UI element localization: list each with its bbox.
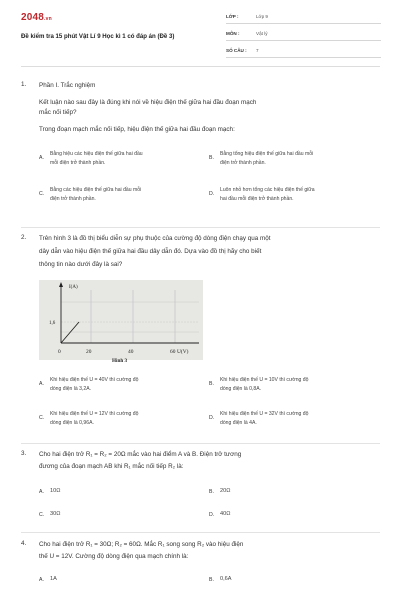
option-letter: B.	[209, 489, 214, 495]
option-letter: A.	[39, 577, 44, 583]
question-4	[21, 540, 381, 598]
meta-label-count: SỐ CÂU :	[226, 48, 247, 53]
exam-meta	[226, 10, 381, 61]
question-number: 1.	[21, 81, 27, 88]
question-divider	[21, 443, 380, 444]
meta-label-class: LỚP :	[226, 14, 239, 19]
option-text: Bằng các hiệu điện thế giữa hai đầu mỗi	[50, 187, 142, 193]
option-letter: A.	[39, 489, 44, 495]
section-title: Phần I. Trắc nghiệm	[39, 82, 96, 89]
x-tick-label: 40	[128, 349, 134, 355]
option-letter: C.	[39, 191, 45, 197]
question-text-line: thông tin nào dưới đây là sai?	[39, 261, 123, 268]
meta-row-subject	[226, 27, 381, 41]
meta-row-count	[226, 44, 381, 58]
question-number: 2.	[21, 234, 27, 241]
figure-graph	[39, 280, 203, 370]
question-text-line: Trên hình 3 là đồ thị biểu diễn sự phụ thuộc của cường độ dòng điện chạy qua một	[39, 235, 271, 242]
logo-tld: .vn	[44, 16, 52, 22]
option-letter: A.	[39, 381, 44, 387]
graph-svg	[39, 280, 203, 360]
header-divider	[21, 66, 380, 67]
option-text: Khi hiệu điện thế U = 10V thì cường độ	[220, 377, 309, 383]
meta-label-subject: MÔN :	[226, 31, 240, 36]
option-letter: B.	[209, 577, 214, 583]
option-text: 40Ω	[220, 511, 231, 517]
option-letter: D.	[209, 191, 215, 197]
option-letter: A.	[39, 155, 44, 161]
option-text: mỗi điện trở thành phần.	[50, 160, 106, 166]
y-axis-label: I(A)	[69, 285, 78, 290]
option-letter: C.	[39, 512, 45, 518]
option-text: dòng điện là 0,8A.	[220, 386, 262, 392]
question-text-line: dây dẫn vào hiệu điện thế giữa hai đầu dây dẫn đó. Dựa vào đồ thị hãy cho biết	[39, 248, 262, 255]
option-letter: D.	[209, 415, 215, 421]
question-3	[21, 450, 381, 530]
question-text-line: đương của đoạn mạch AB khi R₁ mắc nối tiếp R₂ là:	[39, 463, 184, 470]
x-tick-label: 20	[86, 349, 92, 355]
x-axis-label: U(V)	[177, 349, 189, 355]
option-text: 0,6A	[220, 576, 232, 582]
option-text: điện trở thành phần.	[50, 196, 96, 202]
option-text: Khi hiệu điện thế U = 12V thì cường độ	[50, 411, 139, 417]
option-text: Khi hiệu điện thế U = 32V thì cường độ	[220, 411, 309, 417]
question-divider	[21, 532, 380, 533]
question-divider	[21, 227, 380, 228]
graph-background	[39, 280, 203, 360]
question-text-line: Kết luận nào sau đây là đúng khi nói về hiệu điện thế giữa hai đầu đoạn mạch	[39, 99, 257, 106]
meta-value-class: Lớp 9	[256, 14, 268, 19]
meta-value-count: 7	[256, 48, 259, 53]
page-title: Đề kiểm tra 15 phút Vật Lí 9 Học kì 1 có đáp án (Đề 3)	[21, 33, 175, 40]
option-text: 10Ω	[50, 488, 61, 494]
meta-row-class	[226, 10, 381, 24]
question-text-line: Cho hai điện trở R₁ = R₂ = 20Ω mắc vào hai điểm A và B. Điện trở tương	[39, 451, 242, 458]
option-text: Khi hiệu điện thế U = 40V thì cường độ	[50, 377, 139, 383]
option-text: Bằng hiệu các hiệu điện thế giữa hai đầu	[50, 151, 143, 157]
option-text: Bằng tổng hiệu điện thế giữa hai đầu mỗi	[220, 151, 314, 157]
option-text: 1A	[50, 576, 57, 582]
option-letter: C.	[39, 415, 45, 421]
option-text: dòng điện là 3,2A.	[50, 386, 92, 392]
option-text: 20Ω	[220, 488, 231, 494]
option-text: 30Ω	[50, 511, 61, 517]
y-tick-label: 1,6	[49, 321, 56, 326]
meta-value-subject: Vật lý	[256, 31, 268, 36]
option-text: điện trở thành phần.	[220, 160, 266, 166]
page-header	[0, 0, 400, 64]
logo-name: 2048	[21, 12, 45, 23]
option-letter: B.	[209, 155, 214, 161]
option-letter: D.	[209, 512, 215, 518]
question-text-line: mắc nối tiếp?	[39, 109, 77, 116]
question-number: 3.	[21, 450, 27, 457]
question-2-options	[21, 376, 381, 436]
question-text-line: thế U = 12V. Cường độ dòng điện qua mạch chính là:	[39, 553, 189, 560]
figure-caption: Hình 3	[112, 358, 128, 364]
x-tick-label: 0	[58, 349, 61, 355]
option-text: dòng điện là 0,96A.	[50, 420, 94, 426]
question-1	[21, 81, 381, 216]
option-text: Luôn nhỏ hơn tổng các hiệu điện thế giữa	[220, 187, 315, 193]
question-number: 4.	[21, 540, 27, 547]
x-tick-label: 60	[170, 349, 176, 355]
question-text-line: Cho hai điện trở R₁ = 30Ω; R₂ = 60Ω. Mắc R₁ song song R₂ vào hiệu điện	[39, 541, 244, 548]
option-text: hai đầu mỗi điện trở thành phần.	[220, 196, 294, 202]
option-letter: B.	[209, 381, 214, 387]
site-logo[interactable]	[21, 12, 52, 23]
option-text: dòng điện là 4A.	[220, 420, 257, 426]
question-text-line: Trong đoạn mạch mắc nối tiếp, hiệu điện thế giữa hai đầu đoạn mạch:	[39, 126, 235, 133]
